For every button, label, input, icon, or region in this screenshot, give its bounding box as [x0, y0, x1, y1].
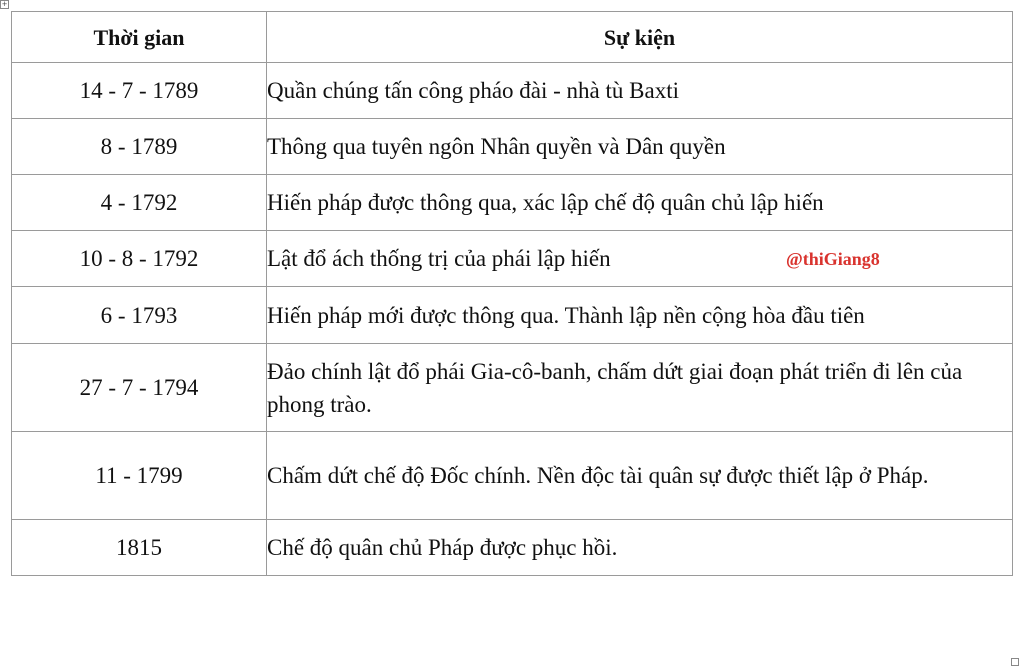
table-row — [12, 287, 1013, 344]
event-cell: Chế độ quân chủ Pháp được phục hồi. — [267, 520, 1013, 576]
table-row — [12, 175, 1013, 231]
time-cell: 8 - 1789 — [12, 119, 267, 175]
time-cell: 27 - 7 - 1794 — [12, 344, 267, 432]
time-cell: 14 - 7 - 1789 — [12, 63, 267, 119]
time-cell: 1815 — [12, 520, 267, 576]
table-header-row — [12, 12, 1013, 63]
table-resize-handle-icon[interactable] — [1011, 658, 1019, 666]
header-time: Thời gian — [12, 12, 267, 63]
table-move-handle-icon[interactable]: + — [1, 0, 8, 8]
event-cell: Thông qua tuyên ngôn Nhân quyền và Dân quyền — [267, 119, 1013, 175]
table-row — [12, 63, 1013, 119]
time-cell: 10 - 8 - 1792 — [12, 231, 267, 287]
time-cell: 6 - 1793 — [12, 287, 267, 344]
table-row — [12, 432, 1013, 520]
events-table — [11, 11, 1013, 576]
event-cell — [267, 231, 1013, 287]
table-row — [12, 520, 1013, 576]
time-cell: 11 - 1799 — [12, 432, 267, 520]
event-cell-wrap — [267, 242, 1012, 275]
table-row — [12, 119, 1013, 175]
table-row — [12, 344, 1013, 432]
event-text: Lật đổ ách thống trị của phái lập hiến — [267, 246, 611, 271]
time-cell: 4 - 1792 — [12, 175, 267, 231]
watermark: @thiGiang8 — [786, 249, 880, 269]
header-event: Sự kiện — [267, 12, 1013, 63]
event-cell: Chấm dứt chế độ Đốc chính. Nền độc tài quân sự được thiết lập ở Pháp. — [267, 432, 1013, 520]
event-cell: Hiến pháp được thông qua, xác lập chế độ quân chủ lập hiến — [267, 175, 1013, 231]
event-cell: Đảo chính lật đổ phái Gia-cô-banh, chấm dứt giai đoạn phát triển đi lên của phong trào. — [267, 344, 1013, 432]
table-row — [12, 231, 1013, 287]
event-cell: Hiến pháp mới được thông qua. Thành lập nền cộng hòa đầu tiên — [267, 287, 1013, 344]
event-cell: Quần chúng tấn công pháo đài - nhà tù Baxti — [267, 63, 1013, 119]
